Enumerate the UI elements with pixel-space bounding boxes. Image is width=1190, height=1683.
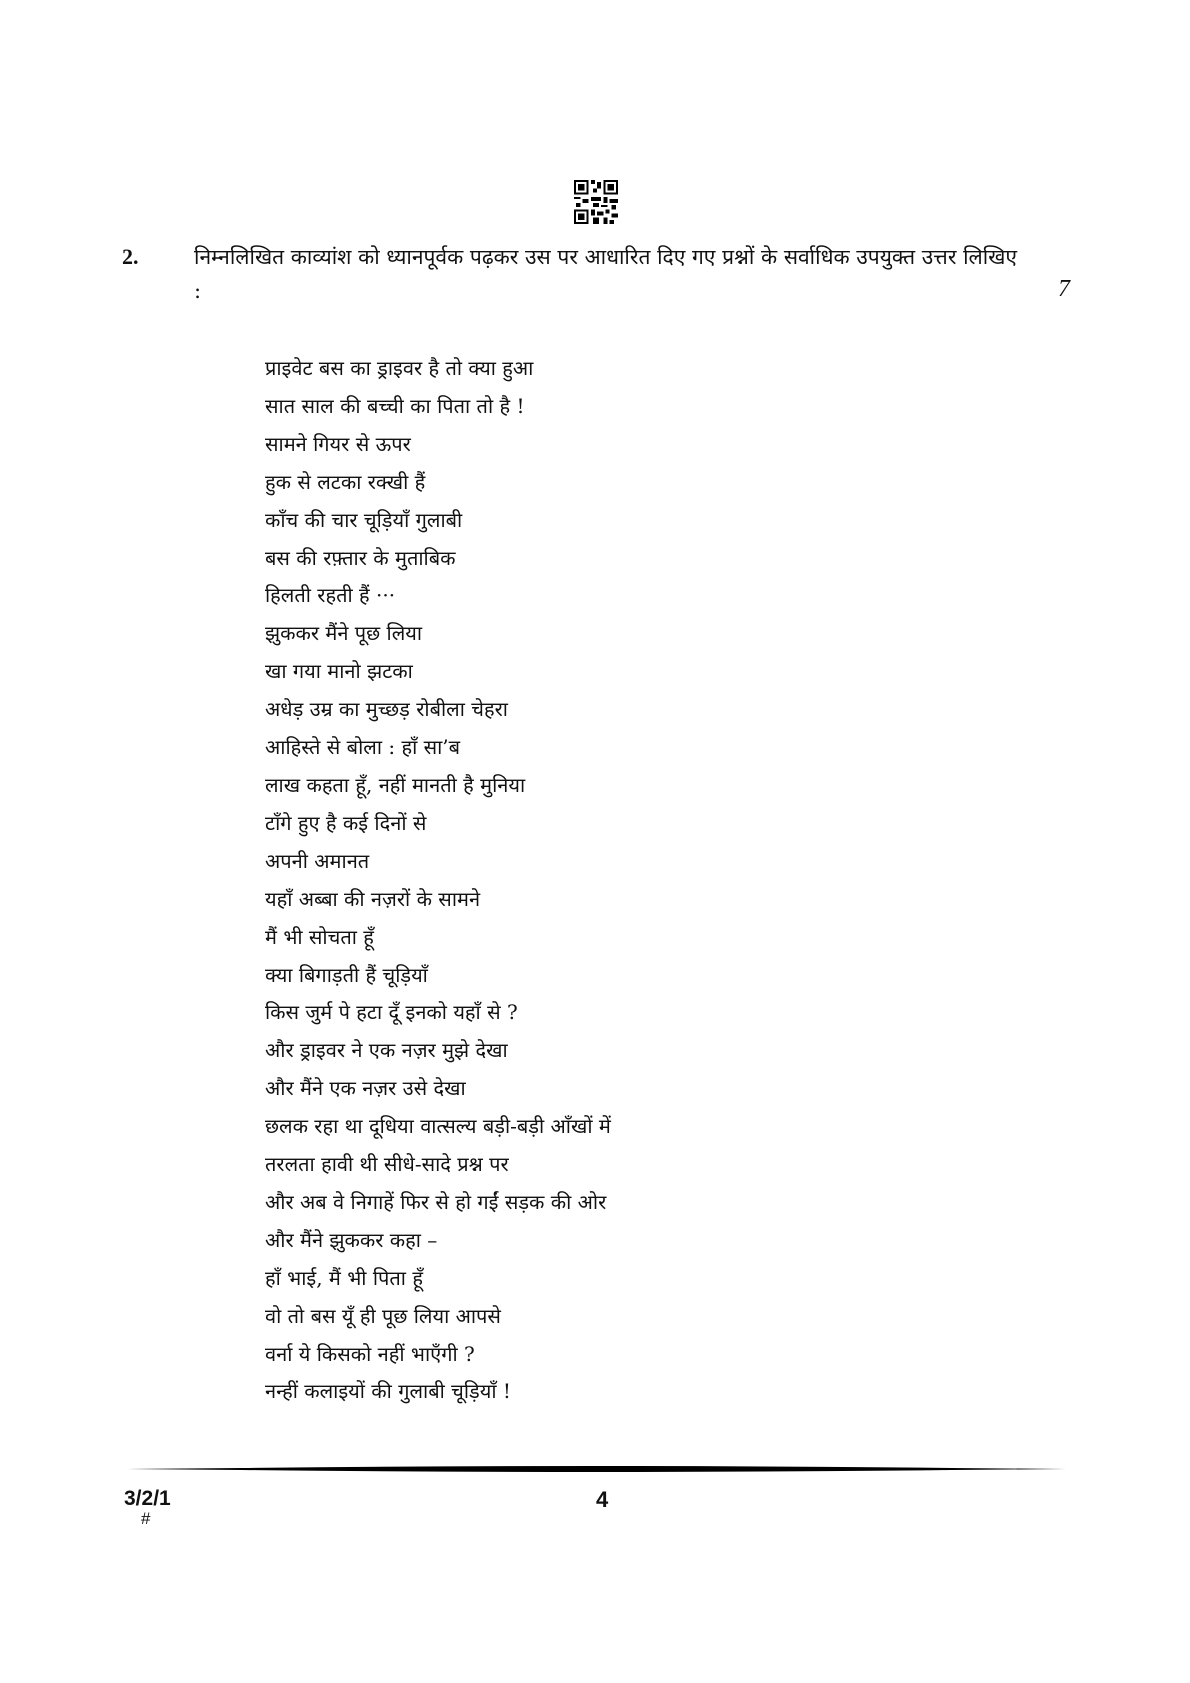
poem-line: अधेड़ उम्र का मुच्छड़ रोबीला चेहरा <box>265 697 508 722</box>
poem-line: लाख कहता हूँ, नहीं मानती है मुनिया <box>265 772 526 797</box>
poem-line: बस की रफ़्तार के मुताबिक <box>265 545 456 570</box>
qr-code-icon <box>574 180 618 224</box>
paper-code: 3/2/1 <box>124 1487 171 1510</box>
poem-line: यहाँ अब्बा की नज़रों के सामने <box>265 886 481 911</box>
poem-passage <box>265 350 611 1411</box>
poem-line: क्या बिगाड़ती हैं चूड़ियाँ <box>265 962 428 987</box>
poem-line: टाँगे हुए है कई दिनों से <box>265 810 427 835</box>
poem-line: काँच की चार चूड़ियाँ गुलाबी <box>265 507 463 532</box>
question-number: 2. <box>122 244 139 269</box>
poem-line: झुककर मैंने पूछ लिया <box>265 621 423 646</box>
poem-line: और मैंने एक नज़र उसे देखा <box>265 1076 466 1101</box>
poem-line: सामने गियर से ऊपर <box>265 431 411 456</box>
poem-line: नन्हीं कलाइयों की गुलाबी चूड़ियाँ ! <box>265 1379 511 1404</box>
poem-line: प्राइवेट बस का ड्राइवर है तो क्या हुआ <box>265 356 534 380</box>
poem-line: और मैंने झुककर कहा – <box>265 1227 438 1252</box>
poem-line: हिलती रहती हैं ··· <box>265 583 396 608</box>
poem-line: आहिस्ते से बोला : हाँ सा’ब <box>265 735 461 760</box>
poem-line: खा गया मानो झटका <box>265 659 413 684</box>
poem-line: तरलता हावी थी सीधे-सादे प्रश्न पर <box>265 1152 509 1177</box>
page-number: 4 <box>596 1487 609 1512</box>
question-instruction: निम्नलिखित काव्यांश को ध्यानपूर्वक पढ़कर उस पर आधारित दिए गए प्रश्नों के सर्वाधिक उपयुक्त उत्तर लिखिए : <box>194 245 1017 303</box>
poem-line: और ड्राइवर ने एक नज़र मुझे देखा <box>265 1038 508 1063</box>
poem-line: मैं भी सोचता हूँ <box>265 924 374 949</box>
poem-line: वर्ना ये किसको नहीं भाएँगी ? <box>265 1341 475 1366</box>
poem-line: हाँ भाई, मैं भी पिता हूँ <box>265 1265 423 1290</box>
poem-line: किस जुर्म पे हटा दूँ इनको यहाँ से ? <box>265 1000 518 1025</box>
footer-rule <box>122 1464 1066 1474</box>
poem-line: छलक रहा था दूधिया वात्सल्य बड़ी-बड़ी आँखों में <box>265 1114 611 1139</box>
poem-line: हुक से लटका रक्खी हैं <box>265 469 426 494</box>
poem-line: सात साल की बच्ची का पिता तो है ! <box>265 393 525 418</box>
poem-line: अपनी अमानत <box>265 848 370 873</box>
poem-line: वो तो बस यूँ ही पूछ लिया आपसे <box>265 1303 501 1328</box>
poem-line: और अब वे निगाहें फिर से हो गईं सड़क की ओर <box>265 1189 607 1214</box>
question-marks: 7 <box>1058 276 1070 302</box>
paper-symbol: # <box>141 1509 151 1528</box>
